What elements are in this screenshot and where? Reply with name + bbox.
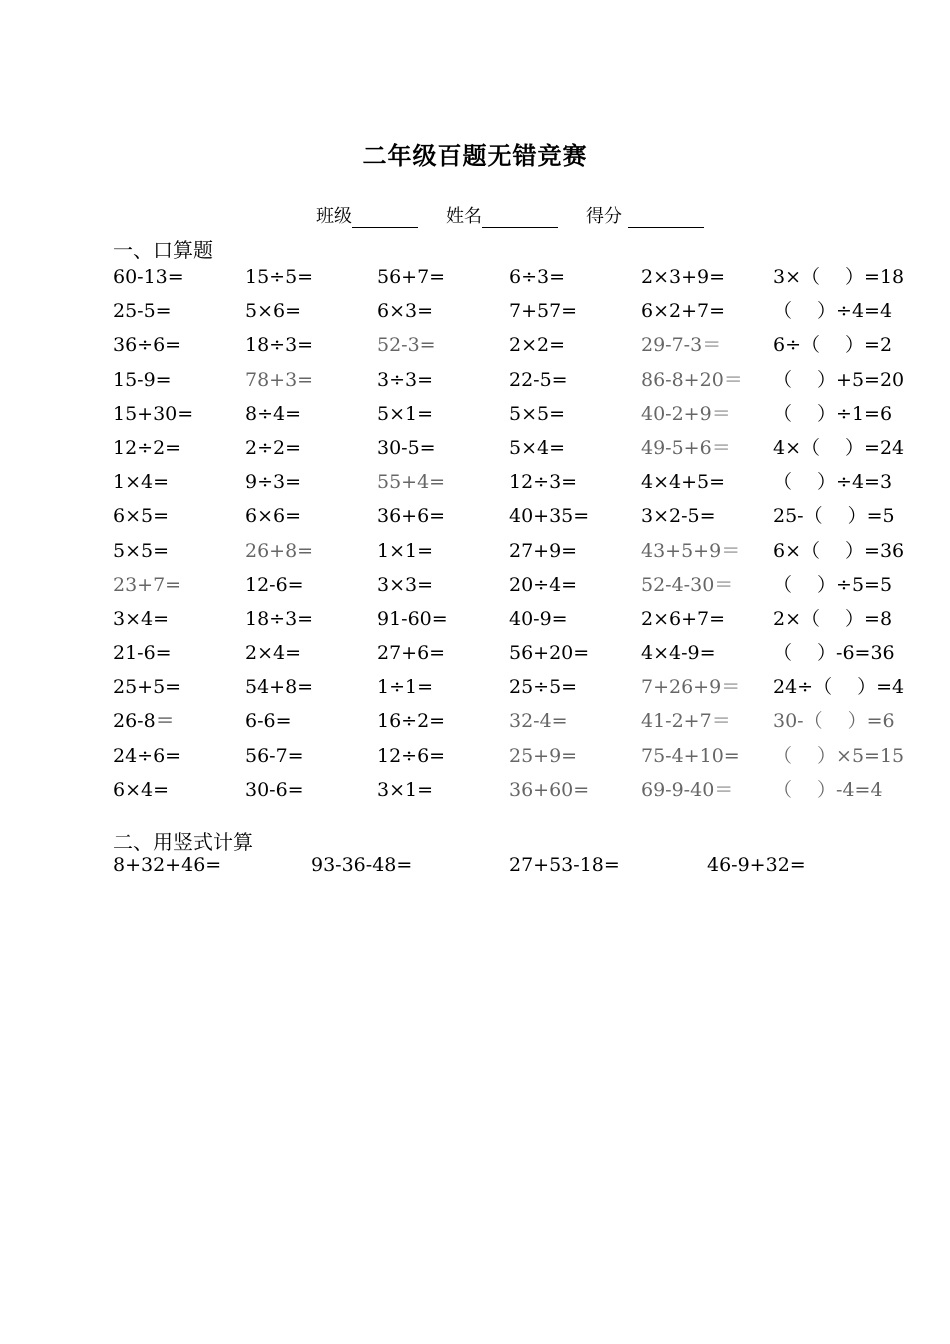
problem-item: 12-6=: [245, 573, 304, 596]
problem-item: 6×（ ）=36: [773, 539, 905, 562]
problem-item: 30-5=: [377, 436, 436, 459]
problem-item: 2×3+9=: [641, 266, 726, 288]
problem-item: 75-4+10=: [641, 744, 740, 767]
vertical-problem: 8+32+46=: [113, 854, 222, 876]
problem-item: 52-3=: [377, 334, 436, 357]
problem-item: 6×5=: [113, 505, 170, 528]
problem-item: 30-6=: [245, 778, 304, 801]
problem-item: 21-6=: [113, 642, 172, 665]
problem-item: 30-（ ）=6: [773, 710, 895, 733]
vertical-problem: 93-36-48=: [311, 854, 413, 876]
problem-item: （ ）÷4=3: [773, 471, 893, 494]
score-label: 得分: [586, 206, 622, 227]
problem-item: 2×（ ）=8: [773, 607, 893, 630]
problem-item: 91-60=: [377, 607, 448, 630]
problem-item: 3×4=: [113, 607, 170, 630]
problem-item: 1×4=: [113, 471, 170, 494]
name-label: 姓名: [446, 206, 482, 227]
problem-item: 15+30=: [113, 402, 194, 425]
problem-item: 78+3=: [245, 368, 314, 391]
problem-item: 6×2+7=: [641, 300, 726, 323]
problem-item: 6×3=: [377, 300, 434, 323]
problem-item: 25-5=: [113, 300, 172, 323]
problem-item: 36÷6=: [113, 334, 182, 357]
problem-item: 3×（ ）=18: [773, 266, 905, 288]
problem-item: （ ）+5=20: [773, 368, 905, 391]
problem-item: 5×1=: [377, 402, 434, 425]
problem-item: 25+9=: [509, 744, 578, 767]
problem-item: 3×2-5=: [641, 505, 716, 528]
vertical-problem: 27+53-18=: [509, 854, 620, 876]
problem-item: 4×4-9=: [641, 642, 716, 665]
problem-item: 18÷3=: [245, 607, 314, 630]
problem-item: 3×1=: [377, 778, 434, 801]
problem-item: 56-7=: [245, 744, 304, 767]
problem-item: （ ）-6=36: [773, 642, 895, 665]
problem-item: 6÷（ ）=2: [773, 334, 893, 357]
vertical-problem: 46-9+32=: [707, 854, 806, 876]
problem-item: 49-5+6＝: [641, 436, 731, 459]
problem-item: 12÷2=: [113, 436, 182, 459]
problem-item: 26+8=: [245, 539, 314, 562]
problem-item: 56+20=: [509, 642, 590, 665]
problem-item: 7+57=: [509, 300, 578, 323]
section1-heading: 一、口算题: [113, 238, 213, 262]
score-field[interactable]: [628, 209, 704, 228]
problem-item: 2×2=: [509, 334, 566, 357]
problem-item: 27+6=: [377, 642, 446, 665]
problem-item: 32-4=: [509, 710, 568, 733]
problem-item: 52-4-30＝: [641, 573, 734, 596]
problem-item: 56+7=: [377, 266, 446, 288]
problem-item: 15-9=: [113, 368, 172, 391]
problem-item: 1×1=: [377, 539, 434, 562]
problem-item: 27+9=: [509, 539, 578, 562]
problem-item: 55+4=: [377, 471, 446, 494]
problem-item: 69-9-40＝: [641, 778, 734, 801]
section2-heading: 二、用竖式计算: [113, 830, 253, 854]
problem-item: 25+5=: [113, 676, 182, 699]
problem-item: （ ）÷5=5: [773, 573, 893, 596]
problem-item: 41-2+7＝: [641, 710, 731, 733]
problem-item: 36+6=: [377, 505, 446, 528]
problem-item: 8÷4=: [245, 402, 302, 425]
problem-item: 4×（ ）=24: [773, 436, 905, 459]
problem-item: 2÷2=: [245, 436, 302, 459]
problem-item: 5×5=: [509, 402, 566, 425]
problem-item: 16÷2=: [377, 710, 446, 733]
problem-item: 4×4+5=: [641, 471, 726, 494]
class-label: 班级: [316, 206, 352, 227]
problem-item: 25÷5=: [509, 676, 578, 699]
problem-item: 12÷3=: [509, 471, 578, 494]
problem-item: 54+8=: [245, 676, 314, 699]
name-field[interactable]: [482, 209, 558, 228]
problem-item: 7+26+9＝: [641, 676, 741, 699]
problem-item: 29-7-3＝: [641, 334, 722, 357]
problem-item: 43+5+9＝: [641, 539, 741, 562]
problem-item: 6×6=: [245, 505, 302, 528]
problem-item: 5×5=: [113, 539, 170, 562]
problem-item: 12÷6=: [377, 744, 446, 767]
problem-item: 3×3=: [377, 573, 434, 596]
problem-item: 24÷6=: [113, 744, 182, 767]
problem-item: 24÷（ ）=4: [773, 676, 905, 699]
problem-item: 2×4=: [245, 642, 302, 665]
class-field[interactable]: [352, 209, 418, 228]
problem-item: 40-2+9＝: [641, 402, 731, 425]
problem-item: 9÷3=: [245, 471, 302, 494]
problem-item: 6÷3=: [509, 266, 566, 288]
problem-item: 60-13=: [113, 266, 184, 288]
page-title: 二年级百题无错竞赛: [362, 142, 588, 170]
problem-item: 36+60=: [509, 778, 590, 801]
problem-item: 25-（ ）=5: [773, 505, 895, 528]
problem-item: 86-8+20＝: [641, 368, 743, 391]
problem-item: （ ）÷4=4: [773, 300, 893, 323]
problem-item: （ ）-4=4: [773, 778, 883, 801]
problem-item: 3÷3=: [377, 368, 434, 391]
problem-item: 23+7=: [113, 573, 182, 596]
problem-item: 6×4=: [113, 778, 170, 801]
problem-item: （ ）÷1=6: [773, 402, 893, 425]
problem-item: 15÷5=: [245, 266, 314, 288]
problem-item: 1÷1=: [377, 676, 434, 699]
problem-item: 6-6=: [245, 710, 292, 733]
problem-item: 40+35=: [509, 505, 590, 528]
problem-item: 40-9=: [509, 607, 568, 630]
problem-item: 20÷4=: [509, 573, 578, 596]
problem-item: 22-5=: [509, 368, 568, 391]
problem-item: 26-8＝: [113, 710, 175, 733]
problem-item: 2×6+7=: [641, 607, 726, 630]
problem-item: 18÷3=: [245, 334, 314, 357]
problem-item: （ ）×5=15: [773, 744, 905, 767]
problem-item: 5×4=: [509, 436, 566, 459]
problem-item: 5×6=: [245, 300, 302, 323]
student-info: [316, 202, 704, 228]
